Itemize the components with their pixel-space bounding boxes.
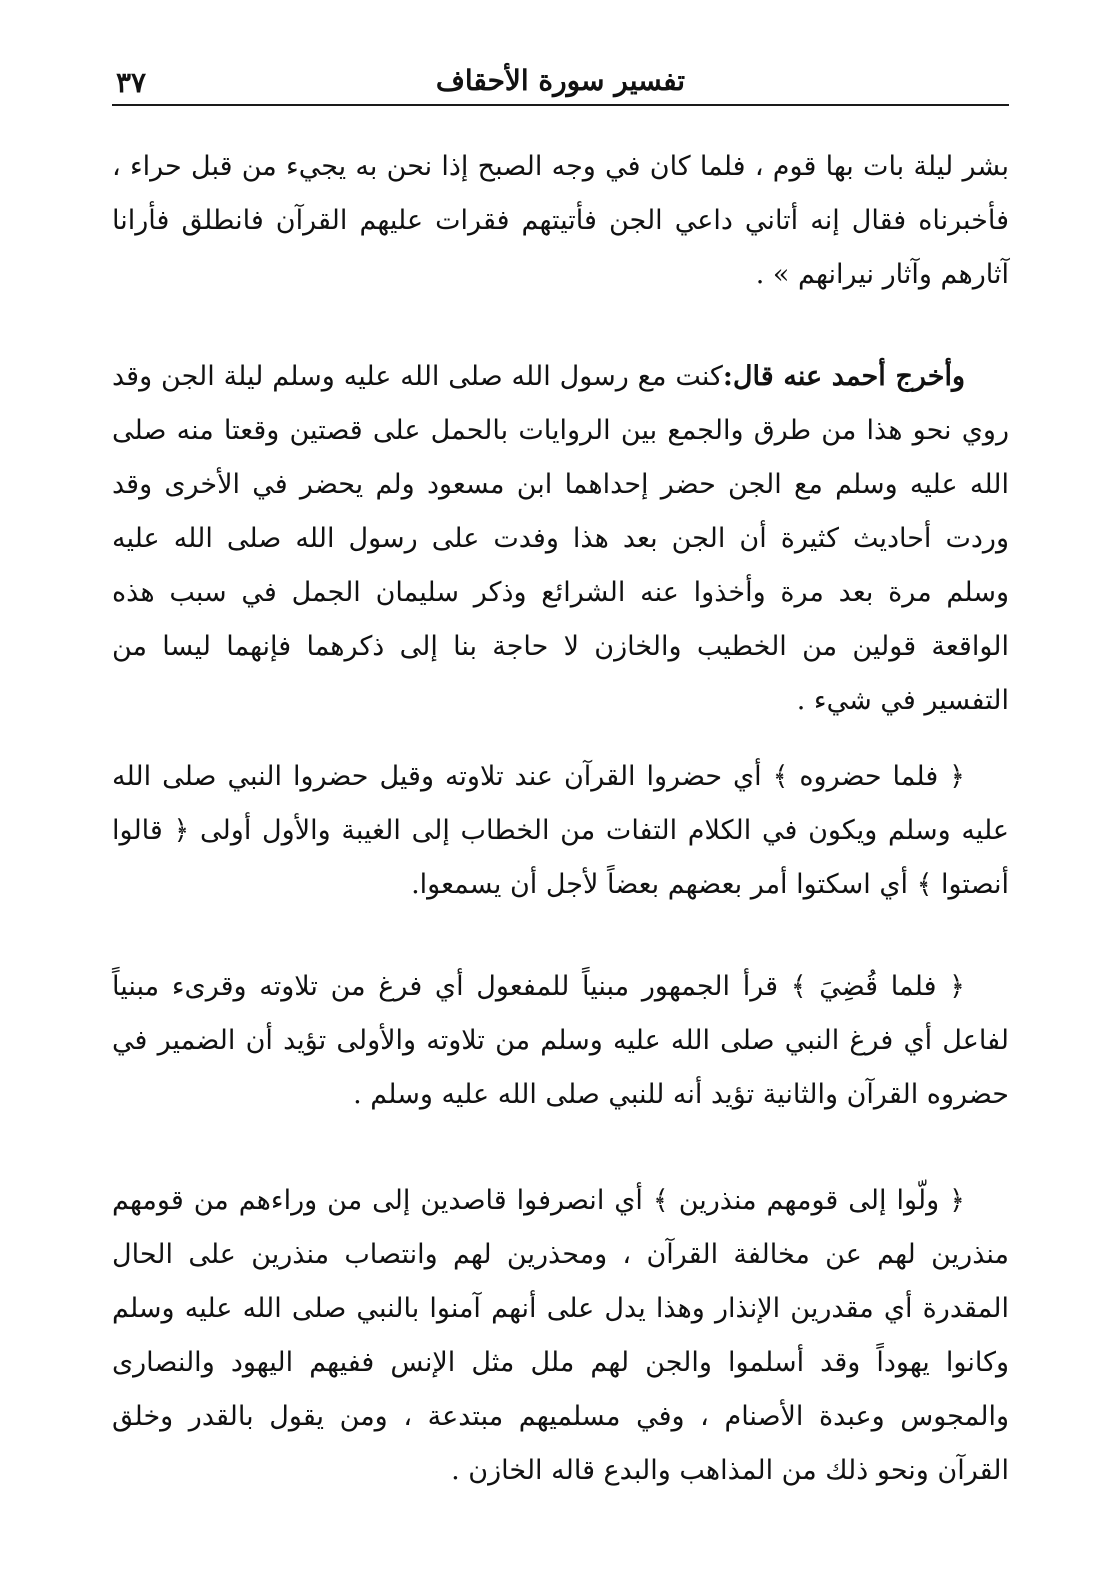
paragraph-4 bbox=[112, 960, 1009, 1122]
text-line: سبب هذه الواقعة قولين من الخطيب والخازن لا حاجة بنا إلى ذكرهما فإنهما bbox=[112, 577, 1009, 662]
text-line: ﴿ فلما حضروه ﴾ أي حضروا القرآن عند تلاوته وقيل حضروا النبي bbox=[227, 761, 966, 792]
running-title: تفسير سورة الأحقاف bbox=[435, 64, 686, 97]
text-line: ﴿ ولّوا إلى قومهم منذرين ﴾ أي انصرفوا قاصدين إلى من وراءهم من bbox=[193, 1185, 965, 1216]
page-number: ٣٧ bbox=[116, 66, 147, 99]
text-line: قومهم منذرين لهم عن مخالفة القرآن ، ومحذرين لهم وانتصاب منذرين على bbox=[112, 1185, 1009, 1270]
body-text bbox=[112, 140, 1009, 1498]
text-line: مبنياً لفاعل أي فرغ النبي صلى الله عليه وسلم من تلاوته والأولى تؤيد أن bbox=[112, 971, 1009, 1056]
paragraph-5 bbox=[112, 1174, 1009, 1498]
text-line: كنت مع رسول الله صلى الله عليه وسلم ليلة الجن bbox=[161, 361, 723, 392]
text-line: منه صلى الله عليه وسلم مع الجن حضر إحداهما ابن مسعود ولم يحضر في bbox=[112, 415, 1009, 500]
text-line: أولى ﴿ قالوا أنصتوا ﴾ أي اسكتوا أمر بعضهم بعضاً لأجل أن يسمعوا. bbox=[112, 815, 1009, 900]
paragraph-lead: وأخرج أحمد عنه قال: bbox=[722, 361, 965, 392]
paragraph-3 bbox=[112, 750, 1009, 912]
text-line: بشر ليلة بات بها قوم ، فلما كان في وجه الصبح إذا نحن به يجيء من قبل bbox=[191, 151, 1009, 182]
paragraph-1 bbox=[112, 140, 1009, 302]
text-line: الضمير في حضروه القرآن والثانية تؤيد أنه للنبي صلى الله عليه وسلم . bbox=[112, 1025, 1009, 1110]
text-line: حراء ، فأخبرناه فقال إنه أتاني داعي الجن فأتيتهم فقرات عليهم القرآن bbox=[112, 151, 1010, 236]
text-line: عليه وسلم وكانوا يهوداً وقد أسلموا والجن لهم ملل مثل الإنس ففيهم اليهود bbox=[112, 1293, 1009, 1378]
text-line: الحال المقدرة أي مقدرين الإنذار وهذا يدل على أنهم آمنوا بالنبي صلى الله bbox=[112, 1239, 1010, 1324]
text-line: بالقدر وخلق القرآن ونحو ذلك من المذاهب والبدع قاله الخازن . bbox=[112, 1401, 1009, 1486]
text-line: فانطلق فأرانا آثارهم وآثار نيرانهم » . bbox=[112, 205, 1009, 290]
text-line: صلى الله عليه وسلم ويكون في الكلام التفات من الخطاب إلى الغيبة والأول bbox=[112, 761, 1009, 846]
text-line: والنصارى والمجوس وعبدة الأصنام ، وفي مسلميهم مبتدعة ، ومن يقول bbox=[112, 1347, 1009, 1432]
text-line: ليسا من التفسير في شيء . bbox=[112, 631, 1009, 716]
text-line: الأخرى وقد وردت أحاديث كثيرة أن الجن بعد هذا وفدت على رسول الله bbox=[112, 469, 1009, 554]
page-header bbox=[112, 62, 1009, 106]
text-line: صلى الله عليه وسلم مرة بعد مرة وأخذوا عنه الشرائع وذكر سليمان الجمل في bbox=[112, 523, 1009, 608]
text-line: ﴿ فلما قُضِيَ ﴾ قرأ الجمهور مبنياً للمفعول أي فرغ من تلاوته وقرىء bbox=[171, 971, 966, 1002]
text-line: وقد روي نحو هذا من طرق والجمع بين الروايات بالحمل على قصتين وقعتا bbox=[112, 361, 1009, 446]
paragraph-2 bbox=[112, 350, 1009, 728]
